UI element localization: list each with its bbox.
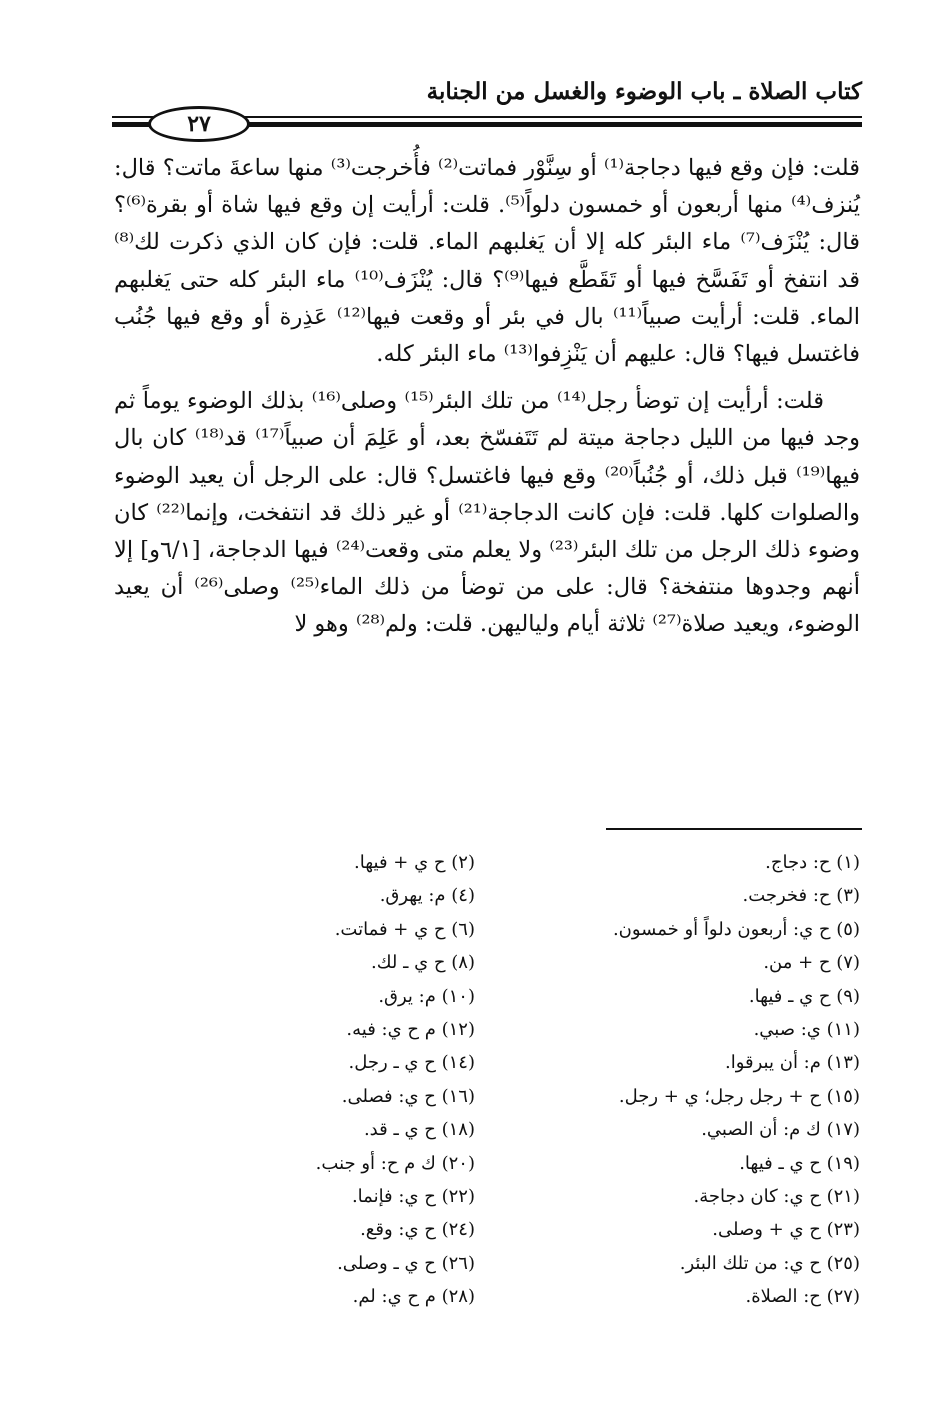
paragraph: قلت: فإن وقع فيها دجاجة⁽¹⁾ أو سِنَّوْر فماتت⁽²⁾ فأُخرجت⁽³⁾ منها ساعةَ ماتت؟ قال: يُنزف⁽⁴⁾ منها أربعون أو خمسون دلواً⁽⁵⁾. قلت: أرأيت إن وقع فيها شاة أو بقرة⁽⁶⁾؟ قال: يُنْزَف⁽⁷⁾ ماء البئر كله إلا أن يَغلبهم الماء. قلت: فإن كان الذي ذكرت لك⁽⁸⁾ قد انتفخ أو تَفَسَّخ فيها أو تَقَطَّع فيها⁽⁹⁾؟ قال: يُنْزَف⁽¹⁰⁾ ماء البئر كله حتى يَغلبهم الماء. قلت: أرأيت صبياً⁽¹¹⁾ بال في بئر أو وقعت فيها⁽¹²⁾ عَذِرة أو وقع فيها جُنُب فاغتسل فيها؟ قال: عليهم أن يَنْزِفوا⁽¹³⁾ ماء البئر كله. — [114, 155, 860, 368]
footnote: (٢٠) ك م ح: أو جنب. — [315, 1152, 475, 1174]
footnote: (١٢) م ح ي: فيه. — [346, 1019, 475, 1041]
footnote: (٤) م: يهرق. — [379, 885, 475, 907]
footnote: (١) ح: دجاج. — [765, 852, 860, 873]
footnote: (٥) ح ي: أربعون دلواً أو خمسون. — [612, 918, 860, 940]
footnote: (١١) ي: صبي. — [753, 1019, 860, 1041]
footnote: (٢٣) ح ي + وصلى. — [712, 1219, 860, 1241]
footnote: (١٠) م: يرق. — [378, 985, 475, 1007]
running-title: كتاب الصلاة ـ باب الوضوء والغسل من الجنابة — [426, 78, 862, 105]
page-number: ٢٧ — [187, 111, 211, 137]
footnote: (٢٨) م ح ي: لم. — [352, 1286, 475, 1308]
footnote: (٢٧) ح: الصلاة. — [745, 1286, 860, 1308]
footnote: (٦) ح ي + فماتت. — [334, 918, 475, 940]
footnote: (١٧) ك م: أن الصبي. — [701, 1119, 860, 1141]
footnote-separator — [606, 828, 862, 830]
footnote: (٣) ح: فخرجت. — [742, 885, 860, 907]
page-header — [112, 72, 862, 137]
footnote: (٢) ح ي + فيها. — [354, 852, 475, 873]
footnote: (١٣) م: أن يبرقوا. — [725, 1052, 860, 1074]
footnote: (١٥) ح + رجل رجل؛ ي + رجل. — [618, 1085, 860, 1107]
footnote: (٧) ح + من. — [763, 952, 860, 974]
footnote: (٨) ح ي ـ لك. — [371, 952, 475, 974]
footnote: (٢٦) ح ي ـ وصلى. — [337, 1252, 475, 1274]
footnote: (٢٤) ح ي: وقع. — [360, 1219, 475, 1241]
footnotes — [120, 846, 860, 1314]
footnote: (١٦) ح ي: فصلى. — [341, 1085, 475, 1107]
footnote: (٢٢) ح ي: فإنما. — [351, 1186, 475, 1208]
footnote: (١٨) ح ي ـ قد. — [363, 1119, 475, 1141]
footnote: (٢٥) ح ي: من تلك البئر. — [679, 1252, 860, 1274]
page-number-badge — [148, 106, 250, 142]
footnote: (١٩) ح ي ـ فيها. — [739, 1152, 860, 1174]
footnote: (١٤) ح ي ـ رجل. — [348, 1052, 475, 1074]
footnote: (٩) ح ي ـ فيها. — [748, 985, 860, 1007]
main-text — [114, 150, 860, 644]
paragraph: قلت: أرأيت إن توضأ رجل⁽¹⁴⁾ من تلك البئر⁽¹⁵⁾ وصلى⁽¹⁶⁾ بذلك الوضوء يوماً ثم وجد فيها من الليل دجاجة ميتة لم تَتَفسّخ بعد، أو عَلِمَ أن صبياً⁽¹⁷⁾ قد⁽¹⁸⁾ كان بال فيها⁽¹⁹⁾ قبل ذلك، أو جُنُباً⁽²⁰⁾ وقع فيها فاغتسل؟ قال: على الرجل أن يعيد الوضوء والصلوات كلها. قلت: فإن كانت الدجاجة⁽²¹⁾ أو غير ذلك قد انتفخت، وإنما⁽²²⁾ كان وضوء ذلك الرجل من تلك البئر⁽²³⁾ ولا يعلم متى وقعت⁽²⁴⁾ فيها الدجاجة، [٦/١و] إلا أنهم وجدوها منتفخة؟ قال: على من توضأ من ذلك الماء⁽²⁵⁾ وصلى⁽²⁶⁾ أن يعيد الوضوء، ويعيد صلاة⁽²⁷⁾ ثلاثة أيام ولياليهن. قلت: ولم⁽²⁸⁾ وهو لا — [114, 388, 861, 638]
footnote: (٢١) ح ي: كان دجاجة. — [693, 1186, 860, 1208]
